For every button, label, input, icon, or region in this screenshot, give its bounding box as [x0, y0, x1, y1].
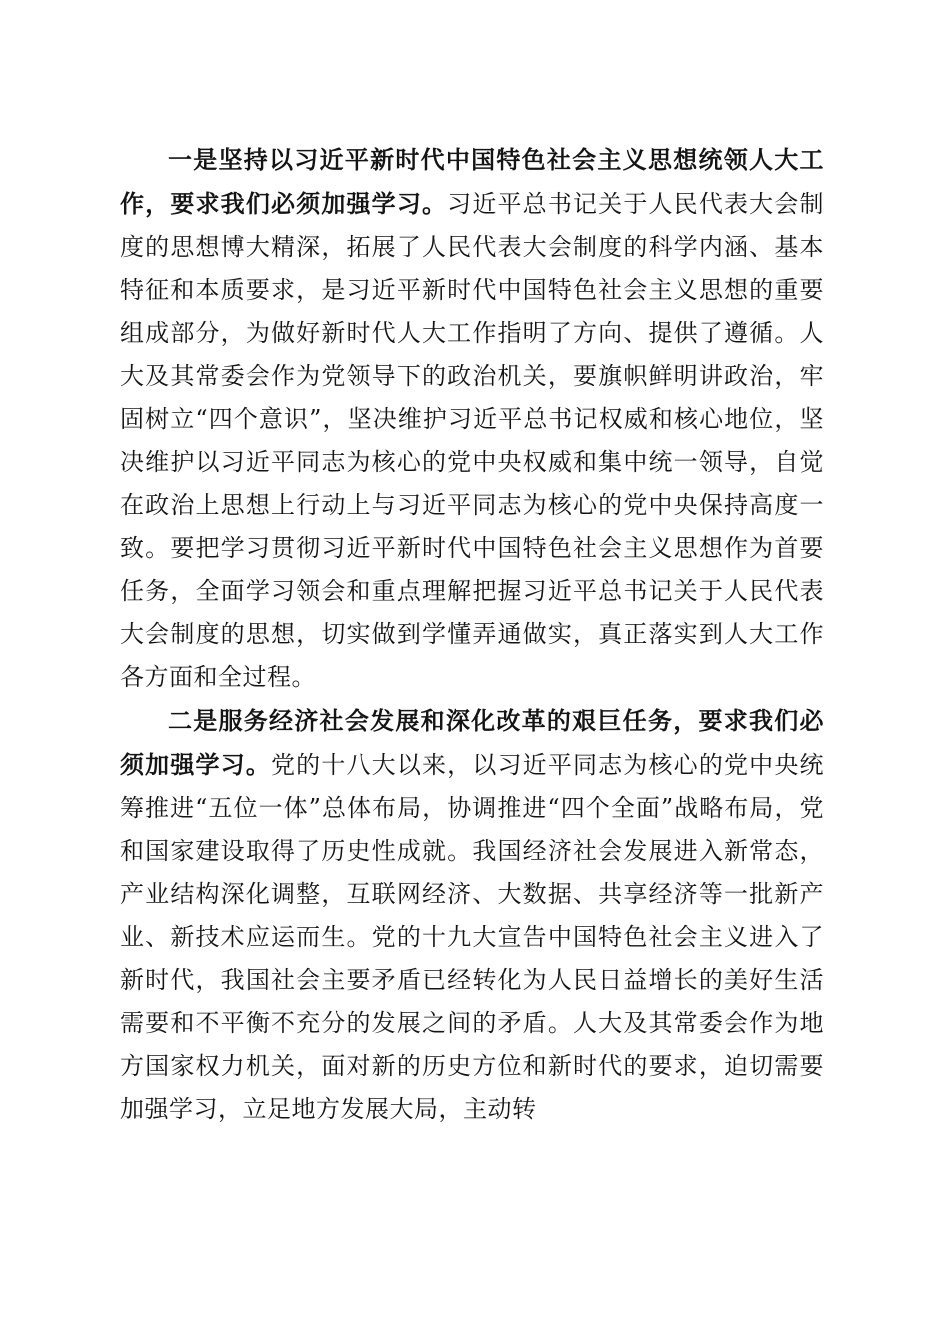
paragraph-1-body: 习近平总书记关于人民代表大会制度的思想博大精深，拓展了人民代表大会制度的科学内涵、基本特征和本质要求，是习近平新时代中国特色社会主义思想的重要组成部分，为做好新时代人大工作指明了方向、提供了遵循。人大及其常委会作为党领导下的政治机关，要旗帜鲜明讲政治，牢固树立“四个意识”，坚决维护习近平总书记权威和核心地位，坚决维护以习近平同志为核心的党中央权威和集中统一领导，自觉在政治上思想上行动上与习近平同志为核心的党中央保持高度一致。要把学习贯彻习近平新时代中国特色社会主义思想作为首要任务，全面学习领会和重点理解把握习近平总书记关于人民代表大会制度的思想，切实做到学懂弄通做实，真正落实到人大工作各方面和全过程。	[120, 190, 825, 691]
paragraph-2-body: 党的十八大以来，以习近平同志为核心的党中央统筹推进“五位一体”总体布局，协调推进“四个全面”战略布局，党和国家建设取得了历史性成就。我国经济社会发展进入新常态，产业结构深化调整，互联网经济、大数据、共享经济等一批新产业、新技术应运而生。党的十九大宣告中国特色社会主义进入了新时代，我国社会主要矛盾已经转化为人民日益增长的美好生活需要和不平衡不充分的发展之间的矛盾。人大及其常委会作为地方国家权力机关，面对新的历史方位和新时代的要求，迫切需要加强学习，立足地方发展大局，主动转	[120, 751, 824, 1123]
paragraph-2-lead: 二是服务经济社会发展和深化改革的艰巨任务，要求我们必须加强学习。	[120, 706, 824, 779]
paragraph-1	[120, 138, 824, 699]
paragraph-1-lead: 一是坚持以习近平新时代中国特色社会主义思想统领人大工作，要求我们必须加强学习。	[120, 145, 824, 218]
paragraph-2	[120, 699, 824, 1131]
document-body	[120, 138, 824, 1131]
